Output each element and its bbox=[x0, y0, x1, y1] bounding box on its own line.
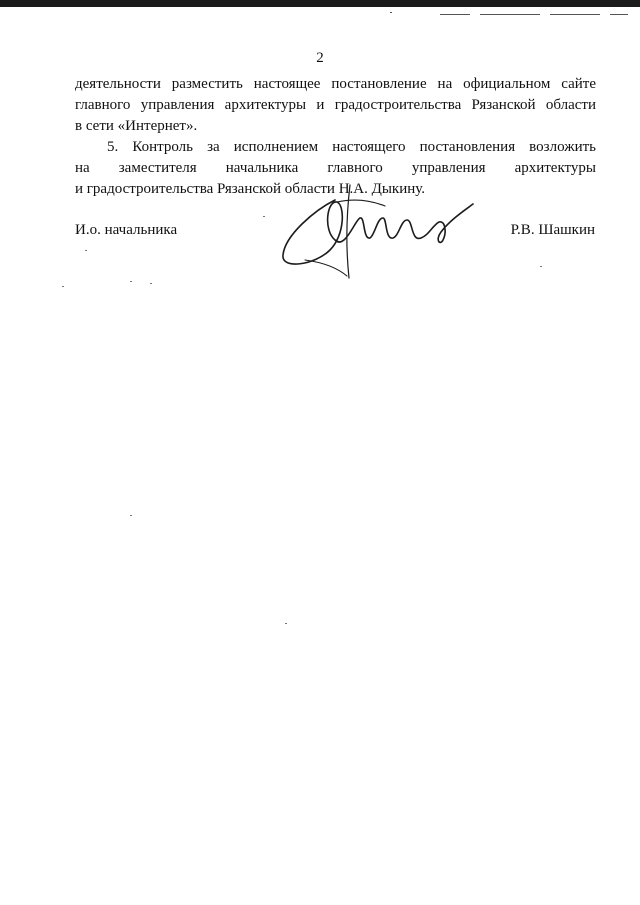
text-line: и градостроительства Рязанской области Н.А. Дыкину. bbox=[75, 181, 426, 197]
page-number: 2 bbox=[316, 50, 324, 66]
text-line: в сети «Интернет». bbox=[75, 118, 198, 134]
scan-speck bbox=[540, 266, 542, 267]
scan-speck bbox=[85, 250, 87, 251]
signatory-name: Р.В. Шашкин bbox=[510, 222, 595, 238]
scan-speck bbox=[285, 623, 287, 624]
scan-speck bbox=[130, 281, 132, 282]
scan-speck bbox=[62, 286, 64, 287]
scan-artifacts bbox=[380, 12, 640, 18]
scan-border bbox=[0, 0, 640, 7]
paragraph-continuation bbox=[75, 74, 596, 137]
signatory-title: И.о. начальника bbox=[75, 222, 178, 238]
scan-speck bbox=[150, 283, 152, 284]
text-line: деятельности разместить настоящее постановление на официальном сайте bbox=[75, 76, 596, 92]
scan-speck bbox=[130, 515, 132, 516]
scan-speck bbox=[263, 216, 265, 217]
text-line: на заместителя начальника главного управления архитектуры bbox=[75, 160, 596, 176]
text-line: главного управления архитектуры и градостроительства Рязанской области bbox=[75, 97, 596, 113]
handwritten-signature bbox=[275, 180, 475, 280]
text-line: 5. Контроль за исполнением настоящего постановления возложить bbox=[107, 139, 596, 155]
